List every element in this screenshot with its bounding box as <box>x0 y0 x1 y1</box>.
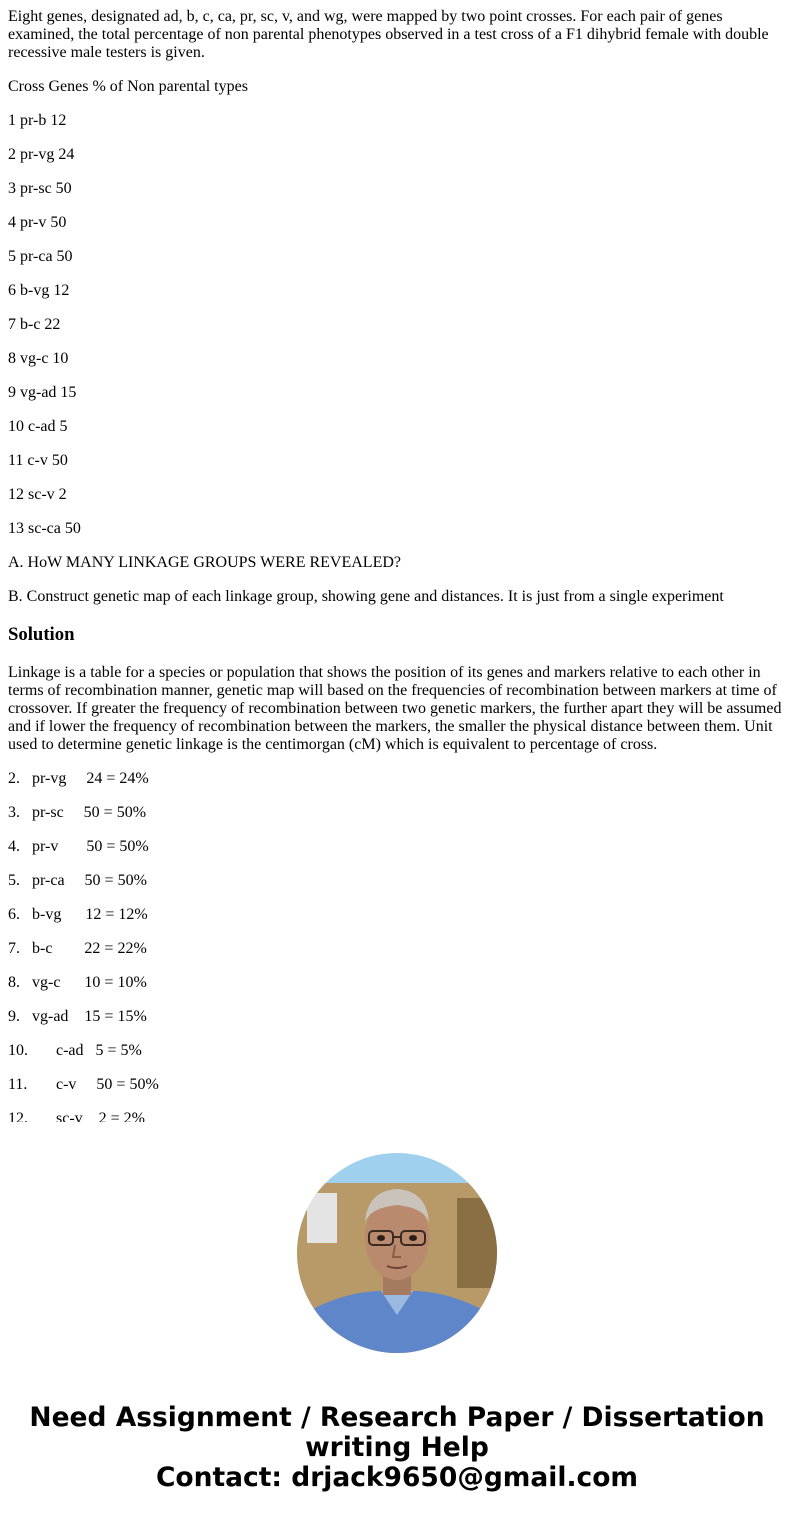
data-row: 5 pr-ca 50 <box>8 248 73 265</box>
solution-line-text: pr-vg 24 = 24% <box>32 770 149 787</box>
solution-line <box>8 974 786 992</box>
solution-line <box>8 1110 786 1122</box>
solution-line <box>8 940 786 958</box>
solution-line-text: pr-ca 50 = 50% <box>32 872 147 889</box>
solution-line-number: 6. <box>8 906 20 923</box>
solution-line-number: 8. <box>8 974 20 991</box>
solution-line <box>8 770 786 788</box>
solution-line-text: c-v 50 = 50% <box>56 1076 159 1093</box>
solution-line-text: b-c 22 = 22% <box>32 940 147 957</box>
solution-line-number: 2. <box>8 770 20 787</box>
solution-line-number: 12. <box>8 1110 28 1122</box>
solution-line <box>8 906 786 924</box>
solution-line-text: sc-v 2 = 2% <box>56 1110 146 1122</box>
question-part-b: B. Construct genetic map of each linkage group, showing gene and distances. It is just from a single experiment <box>8 588 724 605</box>
data-row: 2 pr-vg 24 <box>8 146 75 163</box>
solution-line-text: vg-ad 15 = 15% <box>32 1008 147 1025</box>
solution-paragraph: Linkage is a table for a species or population that shows the position of its genes and markers relative to each other in terms of recombination manner, genetic map will based on the frequencies of recombination between markers at time of crossover. If greater the frequency of recombination between two genetic markers, the further apart they will be assumed and if lower the frequency of recombination between the markers, the smaller the physical distance between them. Unit used to determine genetic linkage is the centimorgan (cM) which is equivalent to percentage of cross. <box>8 664 782 753</box>
solution-heading: Solution <box>8 624 75 645</box>
data-row: 6 b-vg 12 <box>8 282 70 299</box>
solution-line-number: 7. <box>8 940 20 957</box>
data-row: 8 vg-c 10 <box>8 350 69 367</box>
solution-line <box>8 872 786 890</box>
solution-line-text: pr-sc 50 = 50% <box>32 804 147 821</box>
solution-line-text: b-vg 12 = 12% <box>32 906 148 923</box>
solution-line-number: 3. <box>8 804 20 821</box>
banner-line: Need Assignment / Research Paper / Dissertation <box>29 1402 765 1433</box>
solution-line <box>8 838 786 856</box>
solution-line-text: c-ad 5 = 5% <box>56 1042 142 1059</box>
solution-line-text: pr-v 50 = 50% <box>32 838 149 855</box>
author-avatar <box>297 1153 497 1353</box>
banner-line: writing Help <box>305 1432 489 1463</box>
solution-line-number: 5. <box>8 872 20 889</box>
solution-line-number: 4. <box>8 838 20 855</box>
solution-line-text: vg-c 10 = 10% <box>32 974 147 991</box>
document-body <box>8 0 786 1122</box>
data-row: 13 sc-ca 50 <box>8 520 81 537</box>
data-row: 1 pr-b 12 <box>8 112 67 129</box>
data-row: 4 pr-v 50 <box>8 214 67 231</box>
solution-line-number: 10. <box>8 1042 28 1059</box>
data-row: 7 b-c 22 <box>8 316 61 333</box>
data-row: 9 vg-ad 15 <box>8 384 77 401</box>
solution-line <box>8 1008 786 1026</box>
question-part-a: A. HoW MANY LINKAGE GROUPS WERE REVEALED? <box>8 554 402 571</box>
contact-banner <box>0 1403 794 1493</box>
solution-line-number: 9. <box>8 1008 20 1025</box>
person-photo-icon <box>297 1153 497 1353</box>
solution-line <box>8 1042 786 1060</box>
data-row: 3 pr-sc 50 <box>8 180 72 197</box>
table-header: Cross Genes % of Non parental types <box>8 78 248 95</box>
solution-line <box>8 804 786 822</box>
data-row: 12 sc-v 2 <box>8 486 67 503</box>
contact-email: Contact: drjack9650@gmail.com <box>155 1462 639 1493</box>
solution-line <box>8 1076 786 1094</box>
data-row: 11 c-v 50 <box>8 452 68 469</box>
question-intro: Eight genes, designated ad, b, c, ca, pr, sc, v, and wg, were mapped by two point crosses. For each pair of genes examined, the total percentage of non parental phenotypes observed in a test cross of a F1 dihybrid female with double recessive male testers is given. <box>8 8 769 61</box>
solution-line-number: 11. <box>8 1076 28 1093</box>
data-row: 10 c-ad 5 <box>8 418 68 435</box>
